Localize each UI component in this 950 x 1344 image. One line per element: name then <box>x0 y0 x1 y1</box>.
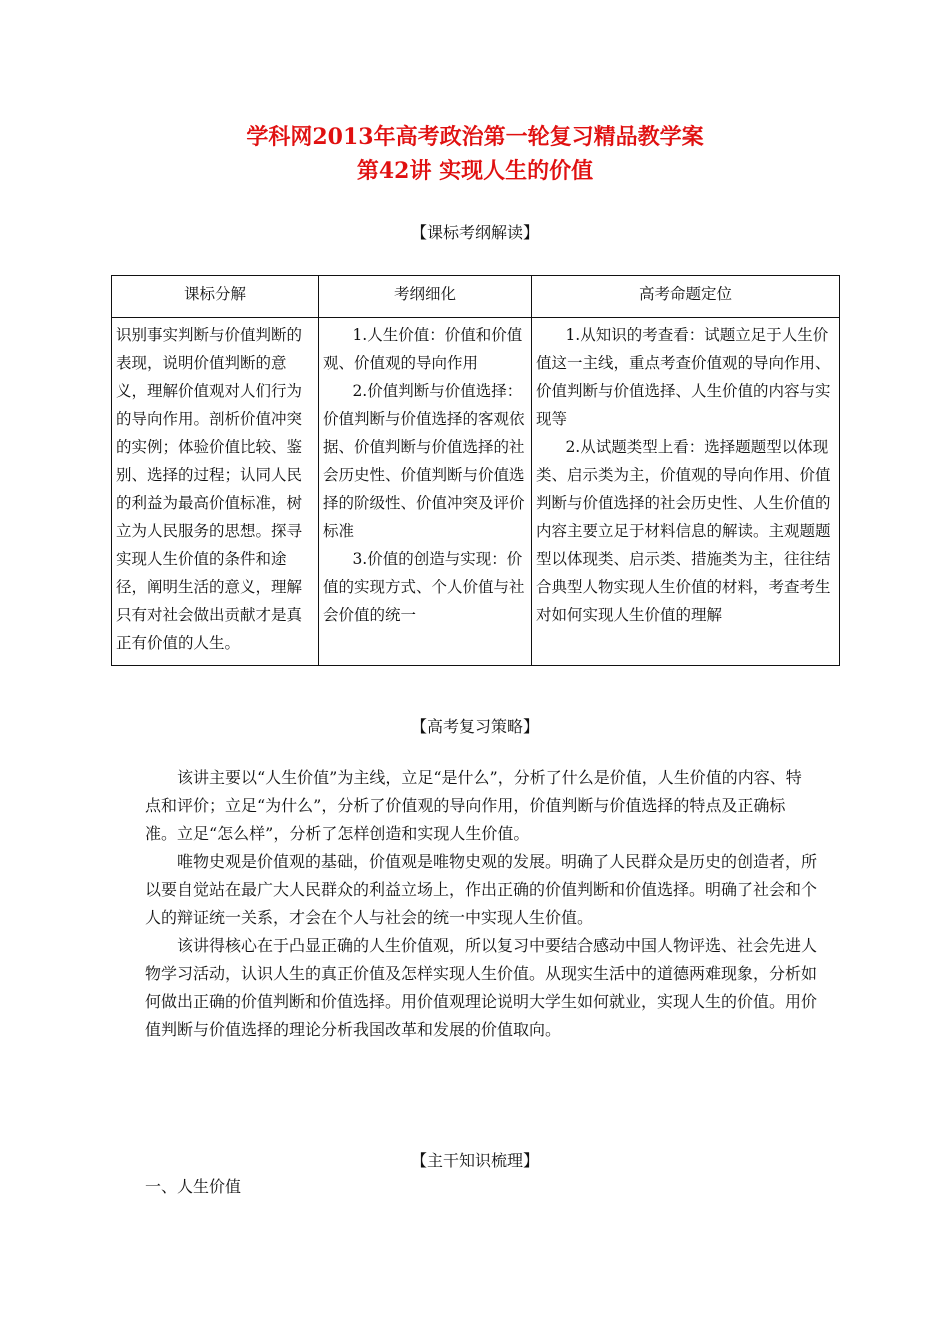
body-paragraph: 该讲得核心在于凸显正确的人生价值观，所以复习中要结合感动中国人物评选、社会先进人物学习活动，认识人生的真正价值及怎样实现人生价值。从现实生活中的道德两难现象，分析如何做出正确的价值判断和价值选择。用价值观理论说明大学生如何就业，实现人生的价值。用价值判断与价值选择的理论分析我国改革和发展的价值取向。 <box>145 936 818 1039</box>
cell-paragraph: 3.价值的创造与实现：价值的实现方式、个人价值与社会价值的统一 <box>323 550 525 624</box>
table-cell-curriculum <box>112 318 319 666</box>
cell-paragraph: 2.价值判断与价值选择：价值判断与价值选择的客观依据、价值判断与价值选择的社会历史性、价值判断与价值选择的阶级性、价值冲突及评价标准 <box>323 382 525 540</box>
cell-paragraph: 1.从知识的考查看：试题立足于人生价值这一主线，重点考查价值观的导向作用、价值判断与价值选择、人生价值的内容与实现等 <box>536 326 831 428</box>
cell-paragraph: 识别事实判断与价值判断的表现，说明价值判断的意义，理解价值观对人们行为的导向作用。剖析价值冲突的实例；体验价值比较、鉴别、选择的过程；认同人民的利益为最高价值标准，树立为人民服务的思想。探寻实现人生价值的条件和途径，阐明生活的意义，理解只有对社会做出贡献才是真正有价值的人生。 <box>116 326 303 652</box>
table-row <box>112 318 840 666</box>
body-paragraph: 唯物史观是价值观的基础，价值观是唯物史观的发展。明确了人民群众是历史的创造者，所以要自觉站在最广大人民群众的利益立场上，作出正确的价值判断和价值选择。明确了社会和个人的辩证统一关系，才会在个人与社会的统一中实现人生价值。 <box>145 852 818 927</box>
table-cell-exam-positioning <box>532 318 840 666</box>
table-header-row <box>112 276 840 318</box>
syllabus-table <box>111 275 840 666</box>
section-heading-knowledge: 【主干知识梳理】 <box>410 1151 539 1170</box>
table-header-cell: 课标分解 <box>112 276 319 318</box>
table-cell-syllabus-detail <box>319 318 532 666</box>
cell-paragraph: 1.人生价值：价值和价值观、价值观的导向作用 <box>323 326 523 372</box>
table-header-cell: 考纲细化 <box>319 276 532 318</box>
strategy-body <box>145 764 817 1044</box>
cell-paragraph: 2.从试题类型上看：选择题题型以体现类、启示类为主，价值观的导向作用、价值判断与价值选择的社会历史性、人生价值的内容主要立足于材料信息的解读。主观题题型以体现类、启示类、措施类为主，往往结合典型人物实现人生价值的材料，考查考生对如何实现人生价值的理解 <box>536 438 831 624</box>
lesson-title: 第42讲 实现人生的价值 <box>356 158 594 184</box>
body-paragraph: 该讲主要以“人生价值”为主线，立足“是什么”，分析了什么是价值，人生价值的内容、特点和评价；立足“为什么”，分析了价值观的导向作用，价值判断与价值选择的特点及正确标准。立足“怎么样”，分析了怎样创造和实现人生价值。 <box>145 768 802 843</box>
subheading-life-value: 一、人生价值 <box>145 1177 242 1196</box>
document-title: 学科网2013年高考政治第一轮复习精品教学案 <box>246 124 704 150</box>
table-header-cell: 高考命题定位 <box>532 276 840 318</box>
section-heading-strategy: 【高考复习策略】 <box>410 717 539 736</box>
section-heading-syllabus: 【课标考纲解读】 <box>410 223 539 242</box>
